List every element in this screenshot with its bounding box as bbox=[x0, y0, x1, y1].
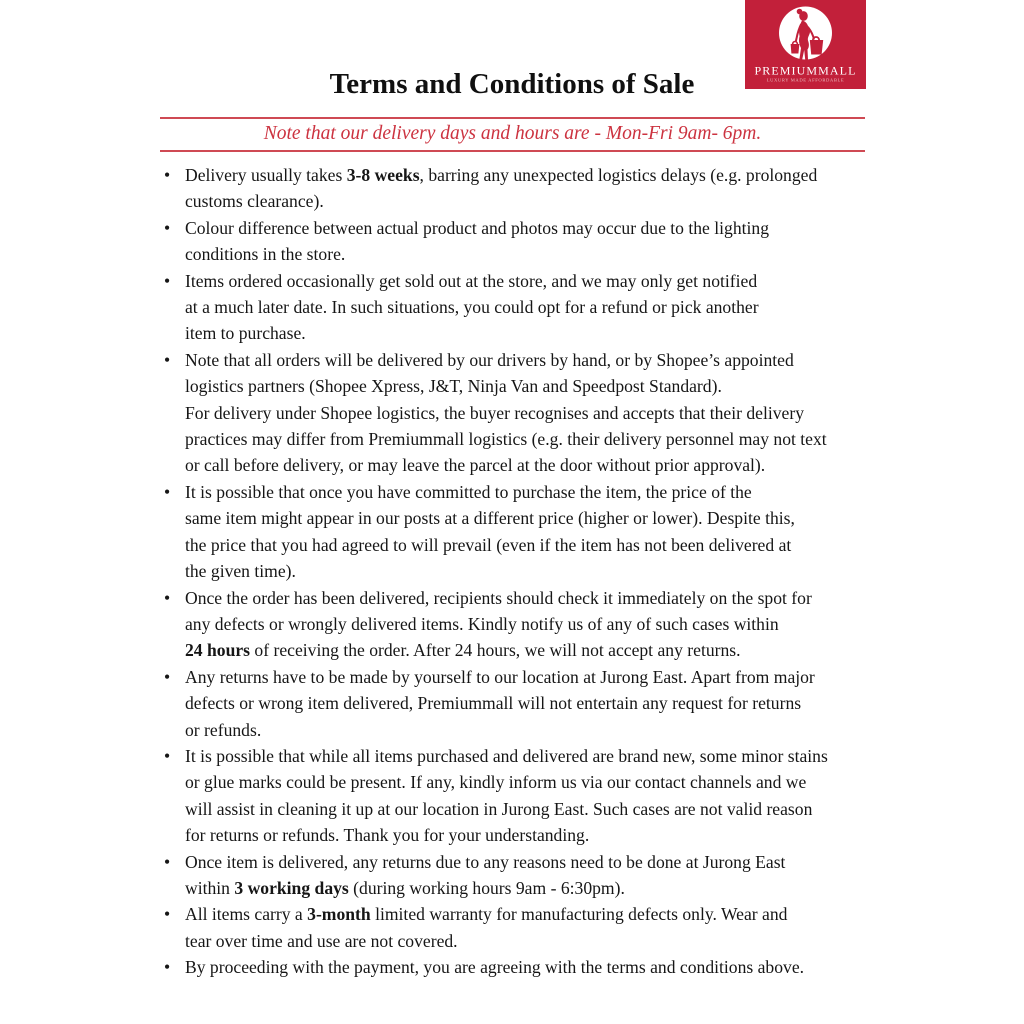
delivery-note-text: Note that our delivery days and hours are - Mon-Fri 9am- 6pm. bbox=[263, 123, 762, 144]
page-title: Terms and Conditions of Sale bbox=[329, 68, 695, 100]
terms-list bbox=[160, 162, 874, 981]
term-line: tear over time and use are not covered. bbox=[185, 930, 458, 951]
list-item bbox=[160, 743, 874, 849]
term-line: practices may differ from Premiummall logistics (e.g. their delivery personnel may not text bbox=[185, 429, 827, 450]
term-line: • It is possible that once you have committed to purchase the item, the price of the bbox=[185, 481, 752, 502]
list-item bbox=[160, 664, 874, 743]
list-item bbox=[160, 849, 874, 902]
term-line: the price that you had agreed to will prevail (even if the item has not been delivered at bbox=[185, 534, 792, 555]
term-line: • Once item is delivered, any returns due to any reasons need to be done at Jurong East bbox=[185, 851, 786, 872]
term-line: defects or wrong item delivered, Premiummall will not entertain any request for returns bbox=[185, 693, 802, 714]
list-item bbox=[160, 347, 874, 479]
term-line: • Any returns have to be made by yourself to our location at Jurong East. Apart from major bbox=[185, 666, 815, 687]
list-item bbox=[160, 479, 874, 585]
term-line: for returns or refunds. Thank you for your understanding. bbox=[185, 825, 590, 846]
term-line: same item might appear in our posts at a different price (higher or lower). Despite this, bbox=[185, 508, 795, 529]
term-line: • It is possible that while all items purchased and delivered are brand new, some minor stains bbox=[185, 745, 828, 766]
term-line: • Colour difference between actual product and photos may occur due to the lighting bbox=[185, 217, 769, 238]
term-line: or refunds. bbox=[185, 719, 262, 740]
list-item bbox=[160, 268, 874, 347]
term-line: • By proceeding with the payment, you are agreeing with the terms and conditions above. bbox=[185, 957, 805, 978]
term-line: customs clearance). bbox=[185, 191, 324, 212]
term-line: or glue marks could be present. If any, kindly inform us via our contact channels and we bbox=[185, 772, 807, 793]
term-line: within 3 working days (during working hours 9am - 6:30pm). bbox=[185, 877, 625, 898]
logo-brand-text: PREMIUMMALL bbox=[754, 63, 857, 78]
list-item bbox=[160, 954, 874, 980]
list-item bbox=[160, 215, 874, 268]
list-item bbox=[160, 901, 874, 954]
delivery-note-banner bbox=[160, 117, 865, 152]
term-line: the given time). bbox=[185, 561, 296, 582]
term-line: any defects or wrongly delivered items. Kindly notify us of any of such cases within bbox=[185, 613, 779, 634]
term-line: will assist in cleaning it up at our location in Jurong East. Such cases are not valid reason bbox=[185, 798, 813, 819]
term-line: • All items carry a 3-month limited warranty for manufacturing defects only. Wear and bbox=[185, 904, 788, 925]
term-line: item to purchase. bbox=[185, 323, 306, 344]
term-line: For delivery under Shopee logistics, the buyer recognises and accepts that their delivery bbox=[185, 402, 805, 423]
list-item bbox=[160, 585, 874, 664]
term-line: • Note that all orders will be delivered by our drivers by hand, or by Shopee’s appointed bbox=[185, 349, 794, 370]
term-line: • Once the order has been delivered, recipients should check it immediately on the spot for bbox=[185, 587, 812, 608]
logo-tagline-text: LUXURY MADE AFFORDABLE bbox=[766, 77, 845, 83]
term-line: logistics partners (Shopee Xpress, J&T, Ninja Van and Speedpost Standard). bbox=[185, 376, 722, 397]
list-item bbox=[160, 162, 874, 215]
term-line: • Delivery usually takes 3-8 weeks, barring any unexpected logistics delays (e.g. prolonged bbox=[185, 165, 818, 185]
term-line: at a much later date. In such situations, you could opt for a refund or pick another bbox=[185, 297, 759, 318]
term-line: conditions in the store. bbox=[185, 244, 346, 265]
term-line: • Items ordered occasionally get sold out at the store, and we may only get notified bbox=[185, 270, 758, 291]
term-line: 24 hours of receiving the order. After 24 hours, we will not accept any returns. bbox=[185, 640, 741, 661]
term-line: or call before delivery, or may leave the parcel at the door without prior approval). bbox=[185, 455, 766, 476]
